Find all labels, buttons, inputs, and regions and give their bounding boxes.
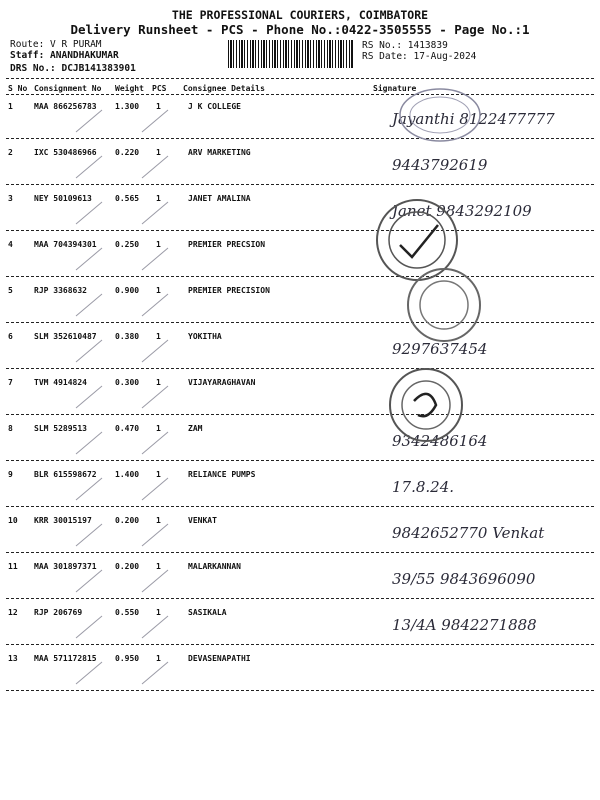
stamp	[384, 365, 469, 445]
tick-mark	[138, 106, 178, 136]
row-weight: 0.200	[115, 562, 140, 571]
row-sno: 4	[8, 240, 13, 249]
row-weight: 0.250	[115, 240, 140, 249]
tick-mark	[72, 152, 112, 182]
tick-mark	[138, 566, 178, 596]
tick-mark	[72, 520, 112, 550]
row-sno: 8	[8, 424, 13, 433]
tick-mark	[72, 106, 112, 136]
row-consignment-no: MAA 704394301	[34, 240, 97, 249]
row-pcs: 1	[156, 562, 161, 571]
row-sno: 7	[8, 378, 13, 387]
row-consignment-no: RJP 206769	[34, 608, 83, 617]
row-sno: 12	[8, 608, 18, 617]
rs-number: RS No.: 1413839	[362, 40, 448, 51]
row-consignee: PREMIER PRECSION	[188, 240, 266, 249]
row-consignee: MALARKANNAN	[188, 562, 241, 571]
row-consignment-no: SLM 5289513	[34, 424, 87, 433]
row-divider	[6, 138, 594, 139]
col-signature: Signature	[373, 84, 417, 93]
row-consignment-no: IXC 530486966	[34, 148, 97, 157]
col-consignee: Consignee Details	[183, 84, 265, 93]
runsheet-subtitle: Delivery Runsheet - PCS - Phone No.:0422-3505555 - Page No.:1	[70, 22, 530, 37]
row-pcs: 1	[156, 378, 161, 387]
row-pcs: 1	[156, 102, 161, 111]
tick-mark	[138, 290, 178, 320]
row-weight: 1.300	[115, 102, 140, 111]
row-weight: 0.220	[115, 148, 140, 157]
divider	[6, 78, 594, 79]
tick-mark	[72, 290, 112, 320]
route: Route: V R PURAM	[10, 39, 102, 50]
row-consignment-no: NEY 50109613	[34, 194, 92, 203]
row-weight: 0.550	[115, 608, 140, 617]
tick-mark	[72, 244, 112, 274]
row-consignee: RELIANCE PUMPS	[188, 470, 256, 479]
tick-mark	[72, 658, 112, 688]
stamp	[395, 85, 485, 145]
company-title: THE PROFESSIONAL COURIERS, COIMBATORE	[171, 8, 429, 22]
drs-number: DRS No.: DCJB141383901	[10, 63, 136, 74]
row-consignment-no: TVM 4914824	[34, 378, 87, 387]
row-divider	[6, 230, 594, 231]
tick-mark	[72, 336, 112, 366]
tick-mark	[138, 152, 178, 182]
row-consignment-no: KRR 30015197	[34, 516, 92, 525]
row-divider	[6, 690, 594, 691]
row-consignment-no: RJP 3368632	[34, 286, 87, 295]
row-sno: 9	[8, 470, 13, 479]
row-pcs: 1	[156, 240, 161, 249]
col-pcs: PCS	[152, 84, 167, 93]
row-pcs: 1	[156, 516, 161, 525]
tick-mark	[72, 198, 112, 228]
tick-mark	[138, 336, 178, 366]
row-sno: 2	[8, 148, 13, 157]
barcode	[228, 40, 354, 68]
row-consignee: ARV MARKETING	[188, 148, 251, 157]
row-consignee: VENKAT	[188, 516, 217, 525]
row-sno: 1	[8, 102, 13, 111]
row-weight: 0.565	[115, 194, 140, 203]
row-consignment-no: MAA 301897371	[34, 562, 97, 571]
row-divider	[6, 368, 594, 369]
tick-mark	[138, 658, 178, 688]
row-consignee: DEVASENAPATHI	[188, 654, 251, 663]
row-consignment-no: MAA 866256783	[34, 102, 97, 111]
row-pcs: 1	[156, 148, 161, 157]
tick-mark	[138, 428, 178, 458]
tick-mark	[72, 474, 112, 504]
row-consignment-no: MAA 571172815	[34, 654, 97, 663]
col-weight: Weight	[115, 84, 144, 93]
row-consignee: JANET AMALINA	[188, 194, 251, 203]
row-handwriting: 13/4A 9842271888	[392, 616, 537, 634]
row-consignee: SASIKALA	[188, 608, 227, 617]
row-handwriting: Janet 9843292109	[392, 202, 532, 220]
row-pcs: 1	[156, 286, 161, 295]
row-divider	[6, 552, 594, 553]
tick-mark	[138, 382, 178, 412]
row-handwriting: 9842652770 Venkat	[392, 524, 545, 542]
row-sno: 10	[8, 516, 18, 525]
row-sno: 5	[8, 286, 13, 295]
row-sno: 3	[8, 194, 13, 203]
row-pcs: 1	[156, 424, 161, 433]
row-handwriting: 9342486164	[392, 432, 488, 450]
row-weight: 0.200	[115, 516, 140, 525]
row-divider	[6, 644, 594, 645]
row-sno: 13	[8, 654, 18, 663]
row-divider	[6, 598, 594, 599]
row-handwriting: Jayanthi 8122477777	[392, 110, 555, 128]
row-handwriting: 9443792619	[392, 156, 488, 174]
row-consignment-no: SLM 352610487	[34, 332, 97, 341]
row-weight: 0.380	[115, 332, 140, 341]
row-consignee: ZAM	[188, 424, 203, 433]
rs-date: RS Date: 17-Aug-2024	[362, 51, 477, 62]
row-pcs: 1	[156, 654, 161, 663]
tick-mark	[72, 428, 112, 458]
row-pcs: 1	[156, 470, 161, 479]
row-weight: 0.900	[115, 286, 140, 295]
row-pcs: 1	[156, 608, 161, 617]
row-sno: 11	[8, 562, 18, 571]
row-divider	[6, 414, 594, 415]
row-pcs: 1	[156, 194, 161, 203]
row-pcs: 1	[156, 332, 161, 341]
divider	[6, 94, 594, 95]
row-weight: 0.950	[115, 654, 140, 663]
tick-mark	[138, 198, 178, 228]
row-handwriting: 39/55 9843696090	[392, 570, 536, 588]
tick-mark	[138, 244, 178, 274]
row-weight: 1.400	[115, 470, 140, 479]
row-weight: 0.470	[115, 424, 140, 433]
tick-mark	[138, 612, 178, 642]
row-divider	[6, 506, 594, 507]
stamp	[404, 265, 484, 345]
row-handwriting: 9297637454	[392, 340, 488, 358]
col-sno: S No	[8, 84, 28, 93]
row-consignee: VIJAYARAGHAVAN	[188, 378, 256, 387]
row-divider	[6, 322, 594, 323]
tick-mark	[72, 382, 112, 412]
row-sno: 6	[8, 332, 13, 341]
row-weight: 0.300	[115, 378, 140, 387]
tick-mark	[72, 612, 112, 642]
tick-mark	[138, 474, 178, 504]
row-consignee: YOKITHA	[188, 332, 222, 341]
row-consignee: J K COLLEGE	[188, 102, 241, 111]
row-divider	[6, 460, 594, 461]
staff: Staff: ANANDHAKUMAR	[10, 50, 119, 61]
row-consignee: PREMIER PRECISION	[188, 286, 270, 295]
row-divider	[6, 184, 594, 185]
tick-mark	[72, 566, 112, 596]
row-consignment-no: BLR 615598672	[34, 470, 97, 479]
row-divider	[6, 276, 594, 277]
col-consignment: Consignment No	[34, 84, 102, 93]
tick-mark	[138, 520, 178, 550]
row-handwriting: 17.8.24.	[392, 478, 455, 496]
